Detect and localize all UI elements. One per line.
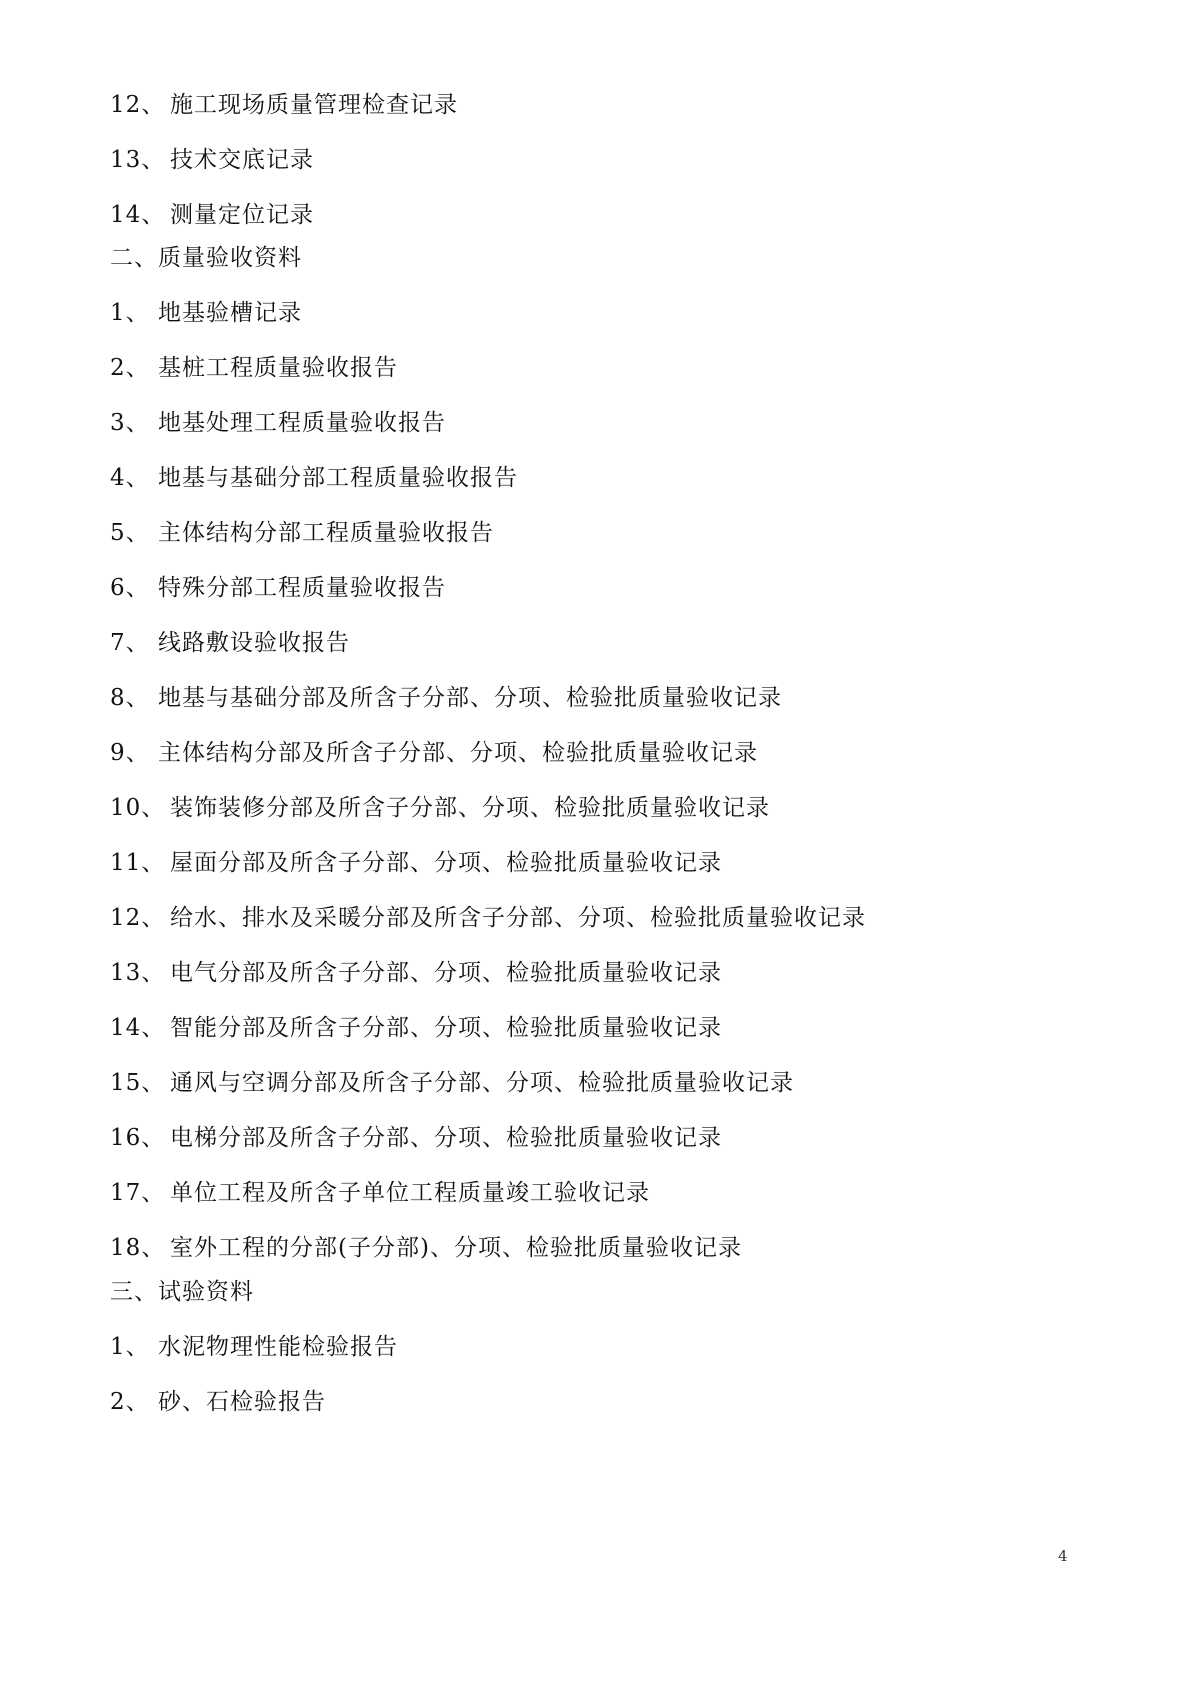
- item-number: 15、: [110, 1070, 166, 1096]
- item-number: 1、: [110, 300, 150, 326]
- list-item: [110, 738, 758, 768]
- list-item: [110, 573, 446, 603]
- item-number: 14、: [110, 202, 166, 228]
- list-item: [110, 463, 518, 493]
- list-item: [110, 958, 722, 988]
- item-text: 屋面分部及所含子分部、分项、检验批质量验收记录: [170, 850, 722, 876]
- list-item: [110, 518, 494, 548]
- list-item: [110, 903, 866, 933]
- item-number: 8、: [110, 685, 150, 711]
- list-item: [110, 145, 314, 175]
- list-item: [110, 1233, 742, 1263]
- item-text: 室外工程的分部(子分部)、分项、检验批质量验收记录: [170, 1235, 742, 1261]
- list-item: [110, 1332, 398, 1362]
- list-item: [110, 793, 770, 823]
- item-text: 特殊分部工程质量验收报告: [158, 575, 446, 601]
- list-item: [110, 1013, 722, 1043]
- item-number: 11、: [110, 850, 166, 876]
- item-text: 装饰装修分部及所含子分部、分项、检验批质量验收记录: [170, 795, 770, 821]
- section-heading: 三、试验资料: [110, 1279, 254, 1305]
- item-number: 18、: [110, 1235, 166, 1261]
- item-text: 线路敷设验收报告: [158, 630, 350, 656]
- item-number: 4、: [110, 465, 150, 491]
- list-item: [110, 408, 446, 438]
- list-item: [110, 848, 722, 878]
- item-number: 6、: [110, 575, 150, 601]
- item-number: 17、: [110, 1180, 166, 1206]
- item-number: 12、: [110, 905, 166, 931]
- item-text: 通风与空调分部及所含子分部、分项、检验批质量验收记录: [170, 1070, 794, 1096]
- item-number: 13、: [110, 960, 166, 986]
- item-number: 10、: [110, 795, 166, 821]
- item-number: 9、: [110, 740, 150, 766]
- item-number: 3、: [110, 410, 150, 436]
- item-number: 13、: [110, 147, 166, 173]
- item-text: 基桩工程质量验收报告: [158, 355, 398, 381]
- list-item: [110, 200, 314, 230]
- item-text: 给水、排水及采暖分部及所含子分部、分项、检验批质量验收记录: [170, 905, 866, 931]
- item-text: 主体结构分部及所含子分部、分项、检验批质量验收记录: [158, 740, 758, 766]
- item-number: 2、: [110, 1389, 150, 1415]
- list-item: [110, 628, 350, 658]
- list-item: [110, 1123, 722, 1153]
- item-text: 地基与基础分部工程质量验收报告: [158, 465, 518, 491]
- item-text: 电梯分部及所含子分部、分项、检验批质量验收记录: [170, 1125, 722, 1151]
- item-text: 单位工程及所含子单位工程质量竣工验收记录: [170, 1180, 650, 1206]
- item-text: 智能分部及所含子分部、分项、检验批质量验收记录: [170, 1015, 722, 1041]
- item-text: 砂、石检验报告: [158, 1389, 326, 1415]
- item-text: 地基验槽记录: [158, 300, 302, 326]
- item-number: 2、: [110, 355, 150, 381]
- item-number: 5、: [110, 520, 150, 546]
- item-number: 14、: [110, 1015, 166, 1041]
- list-item: [110, 1178, 650, 1208]
- item-number: 12、: [110, 92, 166, 118]
- item-text: 地基处理工程质量验收报告: [158, 410, 446, 436]
- item-text: 主体结构分部工程质量验收报告: [158, 520, 494, 546]
- list-item: [110, 1068, 794, 1098]
- item-text: 地基与基础分部及所含子分部、分项、检验批质量验收记录: [158, 685, 782, 711]
- item-text: 测量定位记录: [170, 202, 314, 228]
- list-item: [110, 353, 398, 383]
- item-number: 7、: [110, 630, 150, 656]
- page-number: 4: [1058, 1547, 1068, 1565]
- list-item: [110, 298, 302, 328]
- item-number: 16、: [110, 1125, 166, 1151]
- item-text: 施工现场质量管理检查记录: [170, 92, 458, 118]
- item-number: 1、: [110, 1334, 150, 1360]
- list-item: [110, 90, 458, 120]
- list-item: [110, 683, 782, 713]
- item-text: 水泥物理性能检验报告: [158, 1334, 398, 1360]
- list-item: [110, 1387, 326, 1417]
- item-text: 技术交底记录: [170, 147, 314, 173]
- item-text: 电气分部及所含子分部、分项、检验批质量验收记录: [170, 960, 722, 986]
- section-heading: 二、质量验收资料: [110, 245, 302, 271]
